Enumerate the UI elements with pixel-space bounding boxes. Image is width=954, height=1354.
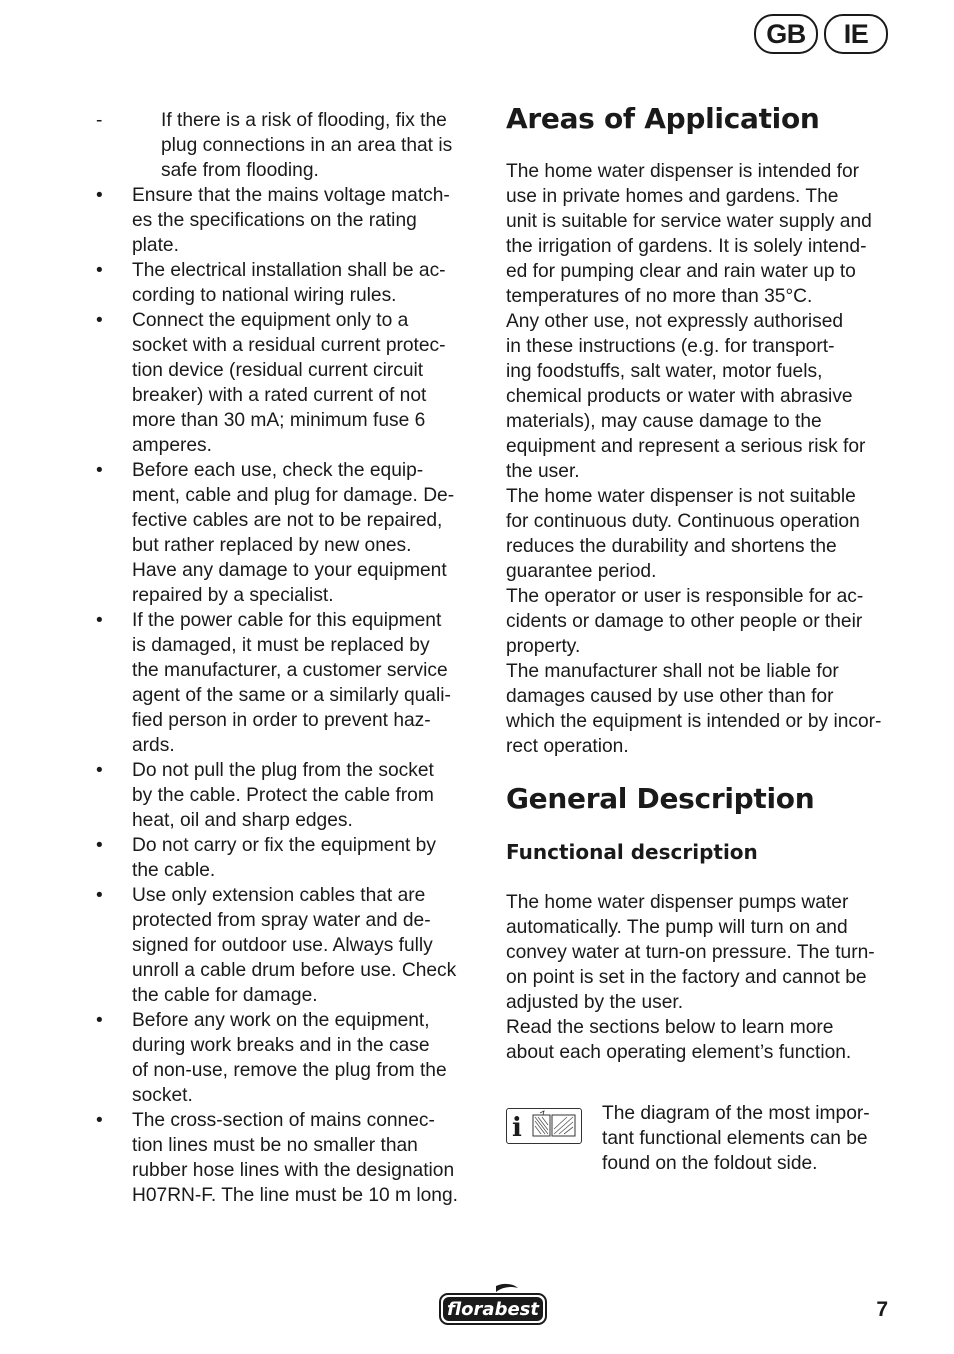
florabest-logo bbox=[438, 1282, 548, 1326]
list-item bbox=[96, 758, 486, 833]
text-line: for continuous duty. Continuous operation bbox=[506, 511, 860, 532]
brand-wordmark: florabest bbox=[447, 1299, 539, 1320]
text-line: materials), may cause damage to the bbox=[506, 411, 822, 432]
info-text bbox=[602, 1101, 870, 1176]
text-line: The manufacturer shall not be liable for bbox=[506, 661, 839, 682]
text-line: adjusted by the user. bbox=[506, 992, 684, 1013]
text-line: ing foodstuffs, salt water, motor fuels, bbox=[506, 361, 823, 382]
text-line: rubber hose lines with the designation bbox=[132, 1160, 455, 1181]
text-line: es the specifications on the rating bbox=[132, 210, 417, 231]
bullet-text bbox=[132, 183, 486, 258]
text-line: more than 30 mA; minimum fuse 6 bbox=[132, 410, 426, 431]
text-line: Use only extension cables that are bbox=[132, 885, 426, 906]
list-item bbox=[96, 833, 486, 883]
text-line: tion lines must be no smaller than bbox=[132, 1135, 418, 1156]
list-item bbox=[96, 258, 486, 308]
text-line: is damaged, it must be replaced by bbox=[132, 635, 430, 656]
text-line: Before any work on the equipment, bbox=[132, 1010, 430, 1031]
info-foldout-icon bbox=[506, 1108, 582, 1144]
bullet-text bbox=[132, 758, 486, 833]
text-line: property. bbox=[506, 636, 581, 657]
text-line: tant functional elements can be bbox=[602, 1128, 868, 1149]
list-item bbox=[96, 1108, 486, 1208]
lang-badge-ie: IE bbox=[824, 14, 888, 54]
bullet-marker: • bbox=[96, 1010, 103, 1031]
text-line: unit is suitable for service water supply and bbox=[506, 211, 872, 232]
text-line: ards. bbox=[132, 735, 175, 756]
text-line: safe from flooding. bbox=[161, 160, 319, 181]
bullet-text bbox=[132, 833, 486, 883]
text-line: the cable for damage. bbox=[132, 985, 318, 1006]
text-line: Connect the equipment only to a bbox=[132, 310, 409, 331]
list-item bbox=[96, 183, 486, 258]
text-line: guarantee period. bbox=[506, 561, 657, 582]
text-line: Any other use, not expressly authorised bbox=[506, 311, 844, 332]
list-item bbox=[96, 608, 486, 758]
bullet-list bbox=[96, 183, 486, 1208]
text-line: damages caused by use other than for bbox=[506, 686, 834, 707]
list-item bbox=[96, 308, 486, 458]
bullet-marker: • bbox=[96, 885, 103, 906]
text-line: amperes. bbox=[132, 435, 212, 456]
text-line: cording to national wiring rules. bbox=[132, 285, 397, 306]
text-line: temperatures of no more than 35°C. bbox=[506, 286, 813, 307]
general-body bbox=[506, 890, 896, 1065]
text-line: Have any damage to your equipment bbox=[132, 560, 447, 581]
text-line: which the equipment is intended or by incor- bbox=[506, 711, 882, 732]
text-line: chemical products or water with abrasive bbox=[506, 386, 853, 407]
text-line: If the power cable for this equipment bbox=[132, 610, 442, 631]
areas-heading: Areas of Application bbox=[506, 102, 820, 135]
text-line: signed for outdoor use. Always fully bbox=[132, 935, 433, 956]
page-number: 7 bbox=[876, 1298, 888, 1321]
text-line: rect operation. bbox=[506, 736, 629, 757]
bullet-marker: • bbox=[96, 310, 103, 331]
text-line: heat, oil and sharp edges. bbox=[132, 810, 353, 831]
text-line: on point is set in the factory and cannot be bbox=[506, 967, 867, 988]
text-line: tion device (residual current circuit bbox=[132, 360, 424, 381]
bullet-text bbox=[132, 883, 486, 1008]
text-line: equipment and represent a serious risk for bbox=[506, 436, 866, 457]
text-line: The diagram of the most impor- bbox=[602, 1103, 870, 1124]
text-line: Ensure that the mains voltage match- bbox=[132, 185, 450, 206]
bullet-text bbox=[132, 608, 486, 758]
text-line: agent of the same or a similarly quali- bbox=[132, 685, 451, 706]
text-line: plate. bbox=[132, 235, 179, 256]
info-note bbox=[506, 1101, 896, 1176]
bullet-marker: • bbox=[96, 610, 103, 631]
text-line: the irrigation of gardens. It is solely intend- bbox=[506, 236, 867, 257]
text-line: H07RN-F. The line must be 10 m long. bbox=[132, 1185, 458, 1206]
text-line: The home water dispenser is not suitable bbox=[506, 486, 856, 507]
text-line: cidents or damage to other people or their bbox=[506, 611, 863, 632]
text-line: the manufacturer, a customer service bbox=[132, 660, 448, 681]
list-item bbox=[96, 108, 486, 183]
text-line: socket. bbox=[132, 1085, 193, 1106]
bullet-marker: • bbox=[96, 185, 103, 206]
right-column bbox=[506, 100, 896, 1176]
lang-badge-gb: GB bbox=[754, 14, 818, 54]
text-line: of non-use, remove the plug from the bbox=[132, 1060, 447, 1081]
bullet-marker: • bbox=[96, 260, 103, 281]
bullet-text bbox=[132, 258, 486, 308]
text-line: protected from spray water and de- bbox=[132, 910, 431, 931]
text-line: unroll a cable drum before use. Check bbox=[132, 960, 457, 981]
text-line: ment, cable and plug for damage. De- bbox=[132, 485, 455, 506]
text-line: reduces the durability and shortens the bbox=[506, 536, 837, 557]
text-line: in these instructions (e.g. for transport- bbox=[506, 336, 835, 357]
safety-list bbox=[96, 108, 486, 1208]
text-line: about each operating element’s function. bbox=[506, 1042, 852, 1063]
text-line: The electrical installation shall be ac- bbox=[132, 260, 446, 281]
dash-marker: - bbox=[96, 110, 103, 131]
svg-text:i: i bbox=[512, 1113, 522, 1142]
bullet-marker: • bbox=[96, 460, 103, 481]
bullet-text bbox=[132, 1108, 486, 1208]
text-line: The cross-section of mains connec- bbox=[132, 1110, 435, 1131]
functional-subheading: Functional description bbox=[506, 840, 758, 864]
text-line: repaired by a specialist. bbox=[132, 585, 334, 606]
text-line: during work breaks and in the case bbox=[132, 1035, 430, 1056]
text-line: automatically. The pump will turn on and bbox=[506, 917, 848, 938]
text-line: Before each use, check the equip- bbox=[132, 460, 424, 481]
text-line: The home water dispenser is intended for bbox=[506, 161, 860, 182]
text-line: plug connections in an area that is bbox=[161, 135, 453, 156]
text-line: Do not carry or fix the equipment by bbox=[132, 835, 436, 856]
text-line: The home water dispenser pumps water bbox=[506, 892, 849, 913]
bullet-text bbox=[132, 458, 486, 608]
text-line: found on the foldout side. bbox=[602, 1153, 818, 1174]
text-line: fied person in order to prevent haz- bbox=[132, 710, 431, 731]
list-item bbox=[96, 1008, 486, 1108]
bullet-marker: • bbox=[96, 760, 103, 781]
text-line: the user. bbox=[506, 461, 580, 482]
text-line: Read the sections below to learn more bbox=[506, 1017, 834, 1038]
text-line: the cable. bbox=[132, 860, 216, 881]
text-line: The operator or user is responsible for ac- bbox=[506, 586, 864, 607]
text-line: fective cables are not to be repaired, bbox=[132, 510, 443, 531]
text-line: socket with a residual current protec- bbox=[132, 335, 446, 356]
text-line: use in private homes and gardens. The bbox=[506, 186, 839, 207]
list-item bbox=[96, 883, 486, 1008]
bullet-text bbox=[132, 308, 486, 458]
areas-body bbox=[506, 159, 896, 759]
text-line: If there is a risk of flooding, fix the bbox=[161, 110, 447, 131]
text-line: breaker) with a rated current of not bbox=[132, 385, 427, 406]
language-badges bbox=[754, 14, 888, 54]
text-line: ed for pumping clear and rain water up to bbox=[506, 261, 856, 282]
dash-item-text bbox=[161, 108, 486, 183]
text-line: by the cable. Protect the cable from bbox=[132, 785, 434, 806]
bullet-marker: • bbox=[96, 835, 103, 856]
bullet-marker: • bbox=[96, 1110, 103, 1131]
text-line: convey water at turn-on pressure. The turn- bbox=[506, 942, 875, 963]
general-heading: General Description bbox=[506, 782, 815, 815]
bullet-text bbox=[132, 1008, 486, 1108]
text-line: but rather replaced by new ones. bbox=[132, 535, 412, 556]
text-line: Do not pull the plug from the socket bbox=[132, 760, 434, 781]
list-item bbox=[96, 458, 486, 608]
